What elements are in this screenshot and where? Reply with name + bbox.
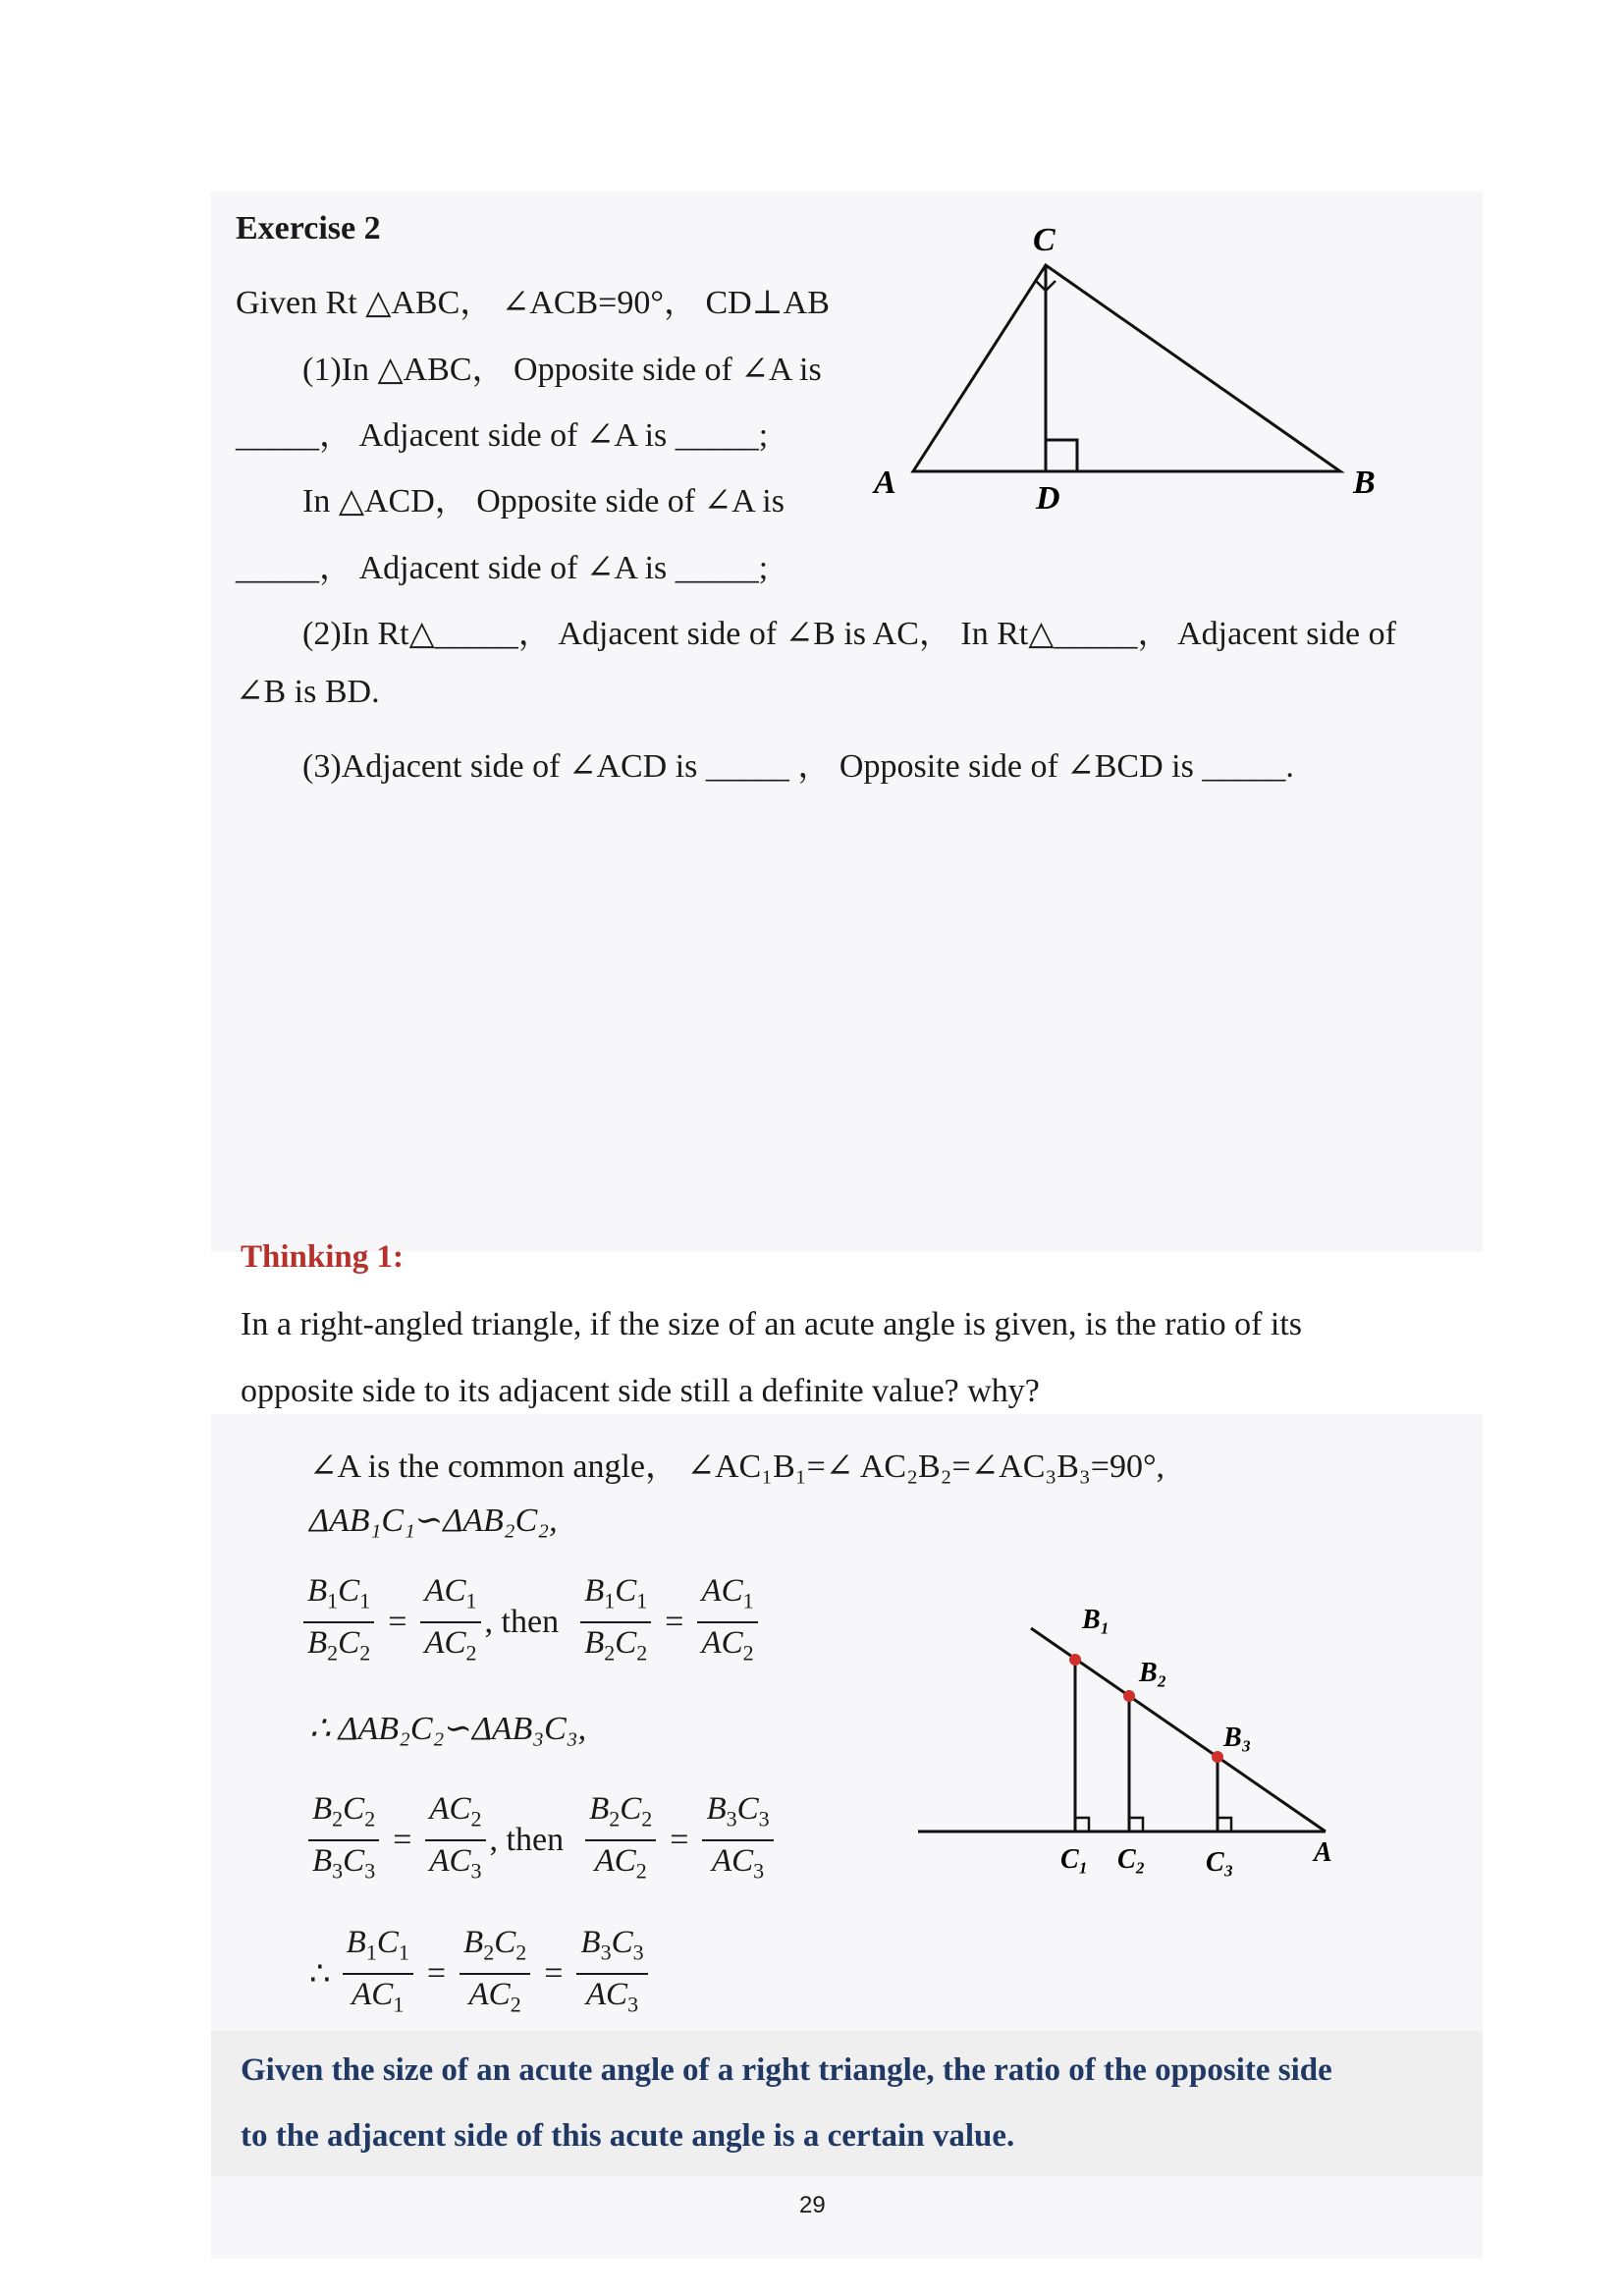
label-c2: C₂ (1117, 1844, 1146, 1875)
fraction: $\frac{B_1C_1}{B_2C_2}$ (303, 1571, 374, 1672)
right-angle-mark-c1 (1075, 1818, 1089, 1831)
similar-triangles-1: ΔAB₁C₁∽ΔAB₂C₂, (309, 1503, 558, 1539)
equals-sign: = (665, 1603, 684, 1640)
similar-triangles-2: ∴ ΔAB₂C₂∽ΔAB₃C₃, (309, 1711, 587, 1747)
label-c1: C₁ (1060, 1844, 1089, 1875)
fraction: $\frac{B_1C_1}{AC_1}$ (343, 1923, 413, 2024)
page-number: 29 (799, 2192, 826, 2218)
fraction: $\frac{AC_1}{AC_2}$ (420, 1571, 480, 1672)
label-a: A (1314, 1837, 1332, 1868)
exercise-title: Exercise 2 (236, 210, 381, 246)
label-b3: B₃ (1223, 1722, 1252, 1753)
fraction: $\frac{B_1C_1}{B_2C_2}$ (580, 1571, 651, 1672)
question-1-line-3: In △ACD， Opposite side of ∠A is (302, 483, 785, 519)
equals-sign: = (670, 1821, 689, 1858)
equals-sign: = (544, 1954, 564, 1992)
label-b2: B₂ (1139, 1658, 1167, 1688)
question-2-line-2: ∠B is BD. (236, 674, 380, 710)
then-text: , then (484, 1603, 560, 1640)
thinking-title: Thinking 1: (241, 1239, 404, 1275)
thinking-question-line-2: opposite side to its adjacent side still a definite value? why? (241, 1373, 1040, 1409)
triangle-abc-figure (864, 216, 1394, 520)
point-b1 (1069, 1654, 1081, 1666)
then-text: , then (489, 1821, 565, 1858)
label-b: B (1353, 465, 1376, 501)
similar-triangles-figure (903, 1581, 1355, 1905)
conclusion-line-1: Given the size of an acute angle of a right triangle, the ratio of the opposite side (241, 2052, 1332, 2088)
thinking-step-1: ∠A is the common angle， ∠AC₁B₁=∠ AC₂B₂=∠AC₃B₃=90°, (309, 1449, 1165, 1485)
fraction: $\frac{B_2C_2}{AC_2}$ (460, 1923, 530, 2024)
conclusion-line-2: to the adjacent side of this acute angle is a certain value. (241, 2118, 1015, 2154)
fraction: $\frac{B_3C_3}{AC_3}$ (702, 1789, 773, 1890)
point-b3 (1212, 1751, 1223, 1763)
label-c3: C₃ (1206, 1847, 1234, 1878)
triangle-abc (913, 265, 1340, 471)
equals-sign: = (426, 1954, 447, 1992)
question-1-line-2: _____， Adjacent side of ∠A is _____; (236, 417, 769, 454)
right-angle-mark-c3 (1218, 1818, 1231, 1831)
equals-sign: = (393, 1821, 412, 1858)
fraction: $\frac{B_3C_3}{AC_3}$ (576, 1923, 647, 2024)
equals-sign: = (388, 1603, 407, 1640)
label-d: D (1036, 480, 1060, 517)
question-1-line-4: _____， Adjacent side of ∠A is _____; (236, 550, 769, 586)
question-1-line-1: (1)In △ABC， Opposite side of ∠A is (302, 352, 822, 388)
ratio-equation-3 (309, 1923, 652, 2024)
fraction: $\frac{B_2C_2}{AC_2}$ (585, 1789, 656, 1890)
label-b1: B₁ (1082, 1605, 1110, 1635)
label-a: A (874, 465, 896, 501)
exercise-given: Given Rt △ABC， ∠ACB=90°， CD⊥AB (236, 285, 830, 321)
thinking-question-line-1: In a right-angled triangle, if the size of an acute angle is given, is the ratio of its (241, 1306, 1303, 1342)
point-b2 (1123, 1690, 1135, 1702)
right-angle-mark-c2 (1129, 1818, 1143, 1831)
right-angle-mark-d (1046, 440, 1077, 471)
question-3: (3)Adjacent side of ∠ACD is _____ ， Opposite side of ∠BCD is _____. (302, 748, 1294, 785)
ratio-equation-1 (299, 1571, 762, 1672)
ratio-equation-2 (304, 1789, 778, 1890)
therefore-symbol: ∴ (309, 1955, 331, 1993)
fraction: $\frac{AC_2}{AC_3}$ (425, 1789, 485, 1890)
label-c: C (1033, 222, 1056, 258)
question-2-line-1: (2)In Rt△_____， Adjacent side of ∠B is AC， In Rt△_____， Adjacent side of (302, 616, 1396, 652)
fraction: $\frac{B_2C_2}{B_3C_3}$ (308, 1789, 379, 1890)
fraction: $\frac{AC_1}{AC_2}$ (697, 1571, 757, 1672)
